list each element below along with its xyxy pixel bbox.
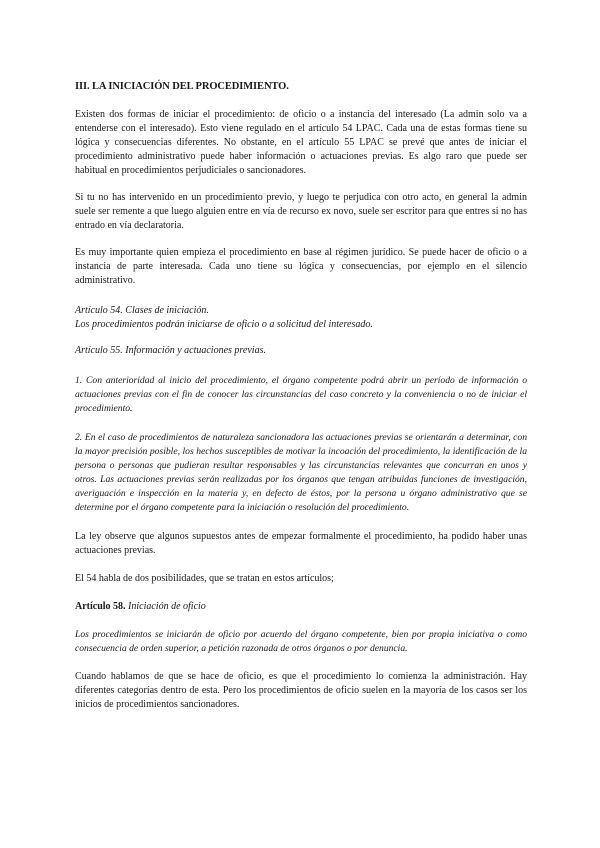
article-55-title: Artículo 55. Información y actuaciones previas.: [75, 345, 266, 356]
section-heading: III. LA INICIACIÓN DEL PROCEDIMIENTO.: [75, 81, 289, 92]
article-55-paragraph-2: 2. En el caso de procedimientos de naturaleza sancionadora las actuaciones previas se orientarán a determinar, con la mayor precisión posible, los hechos susceptibles de motivar la incoación del procedimiento, la identificación de la persona o personas que pudieran resultar responsables y las circunstancias relevantes que concurran en unos y otros. Las actuaciones previas serán realizadas por los órganos que tengan atribuidas funciones de investigación, averiguación e inspección en la materia y, en defecto de éstos, por la persona u órgano administrativo que se determine por el órgano competente para la iniciación o resolución del procedimiento.: [75, 432, 527, 513]
article-55-paragraph-1: 1. Con anterioridad al inicio del procedimiento, el órgano competente podrá abrir un período de información o actuaciones previas con el fin de conocer las circunstancias del caso concreto y la conveniencia o no de iniciar el procedimiento.: [75, 375, 527, 414]
paragraph-previous-procedure: Si tu no has intervenido en un procedimiento previo, y luego te perjudica con otro acto, en general la admin suele ser remente a que luego alguien entre en vía de recurso ex novo, suele ser escritor para que entres si no has entrado en vía declaratoria.: [75, 192, 527, 231]
article-58-heading: [75, 600, 527, 614]
article-54-text: Los procedimientos podrán iniciarse de oficio o a solicitud del interesado.: [75, 319, 373, 330]
paragraph-two-possibilities: El 54 habla de dos posibilidades, que se tratan en estos artículos;: [75, 573, 334, 584]
article-54-title: Artículo 54. Clases de iniciación.: [75, 305, 209, 316]
paragraph-who-starts: Es muy importante quien empieza el procedimiento en base al régimen jurídico. Se puede hacer de oficio o a instancia de parte interesada. Cada uno tiene su lógica y consecuencias, por ejemplo en el silencio administrativo.: [75, 247, 527, 286]
paragraph-law-observes: La ley observe que algunos supuestos antes de empezar formalmente el procedimiento, ha podido haber unas actuaciones previas.: [75, 531, 527, 556]
paragraph-ex-officio: Cuando hablamos de que se hace de oficio, es que el procedimiento lo comienza la administración. Hay diferentes categorías dentro de esta. Pero los procedimientos de oficio suelen en la mayoría de los casos ser los inicios de procedimientos sancionadores.: [75, 671, 527, 710]
document-page: [75, 80, 527, 725]
article-58-title: Iniciación de oficio: [125, 601, 206, 612]
article-58-label: Artículo 58.: [75, 601, 126, 612]
paragraph-intro: Existen dos formas de iniciar el procedimiento: de oficio o a instancia del interesado (La admin solo va a entenderse con el interesado). Esto viene regulado en el artículo 54 LPAC. Cada una de estas formas tiene su lógica y consecuencias diferentes. No obstante, en el artículo 55 LPAC se prevé que antes de iniciar el procedimiento administrativo puede haber información o actuaciones previas. Es algo raro que puede ser habitual en procedimientos perjudiciales o sancionadores.: [75, 109, 527, 176]
article-58-text: Los procedimientos se iniciarán de oficio por acuerdo del órgano competente, bien por propia iniciativa o como consecuencia de orden superior, a petición razonada de otros órganos o por denuncia.: [75, 629, 527, 654]
